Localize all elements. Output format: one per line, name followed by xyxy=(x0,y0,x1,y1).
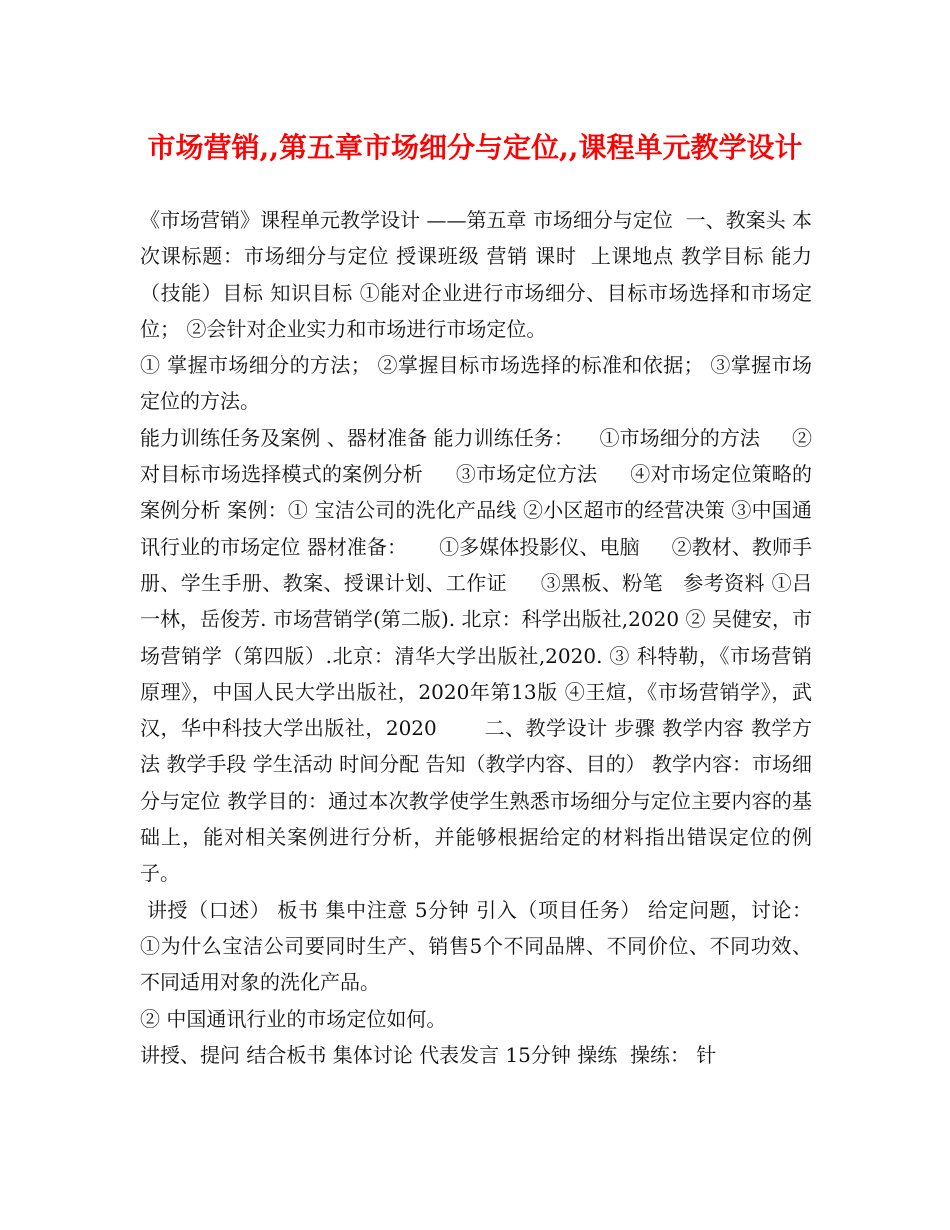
paragraph-4: 讲授（口述） 板书 集中注意 5分钟 引入（项目任务） 给定问题，讨论： ①为什么宝洁公司要同时生产、销售5个不同品牌、不同价位、不同功效、不同适用对象的洗化产品。 xyxy=(140,897,819,995)
paragraph-1: 《市场营销》课程单元教学设计 ——第五章 市场细分与定位 一、教案头 本次课标题：市场细分与定位 授课班级 营销 课时 上课地点 教学目标 能力（技能）目标 知识目标 ①能对企业进行市场细分、目标市场选择和市场定位； ②会针对企业实力和市场进行市场定位。 xyxy=(140,208,812,341)
paragraph-2: ① 掌握市场细分的方法； ②掌握目标市场选择的标准和依据； ③掌握市场定位的方法。 xyxy=(140,353,812,414)
paragraph-3: 能力训练任务及案例 、器材准备 能力训练任务： ①市场细分的方法 ②对目标市场选择模式的案例分析 ③市场定位方法 ④对市场定位策略的案例分析 案例：① 宝洁公司的洗化产品线 ②小区超市的经营决策 ③中国通讯行业的市场定位 器材准备： ①多媒体投影仪、电脑 ②教材、教师手册、学生手册、教案、授课计划、工作证 ③黑板、粉笔 参考资料 ①吕一林，岳俊芳. 市场营销学(第二版). 北京：科学出版社,2020 ② 吴健安，市场营销学（第四版）.北京：清华大学出版社,2020. ③ 科特勒，《市场营销原理》，中国人民大学出版社，2020年第13版 ④王煊，《市场营销学》，武汉，华中科技大学出版社，2020 二、教学设计 步骤 教学内容 教学方法 教学手段 学生活动 时间分配 告知（教学内容、目的） 教学内容：市场细分与定位 教学目的：通过本次教学使学生熟悉市场细分与定位主要内容的基础上，能对相关案例进行分析，并能够根据给定的材料指出错误定位的例子。 xyxy=(140,425,812,886)
paragraph-6: 讲授、提问 结合板书 集体讨论 代表发言 15分钟 操练 操练： 针 xyxy=(140,1042,717,1067)
paragraph-5: ② 中国通讯行业的市场定位如何。 xyxy=(140,1006,447,1031)
document-body xyxy=(140,202,819,1073)
document-title: 市场营销,,第五章市场细分与定位,,课程单元教学设计 xyxy=(147,131,803,164)
